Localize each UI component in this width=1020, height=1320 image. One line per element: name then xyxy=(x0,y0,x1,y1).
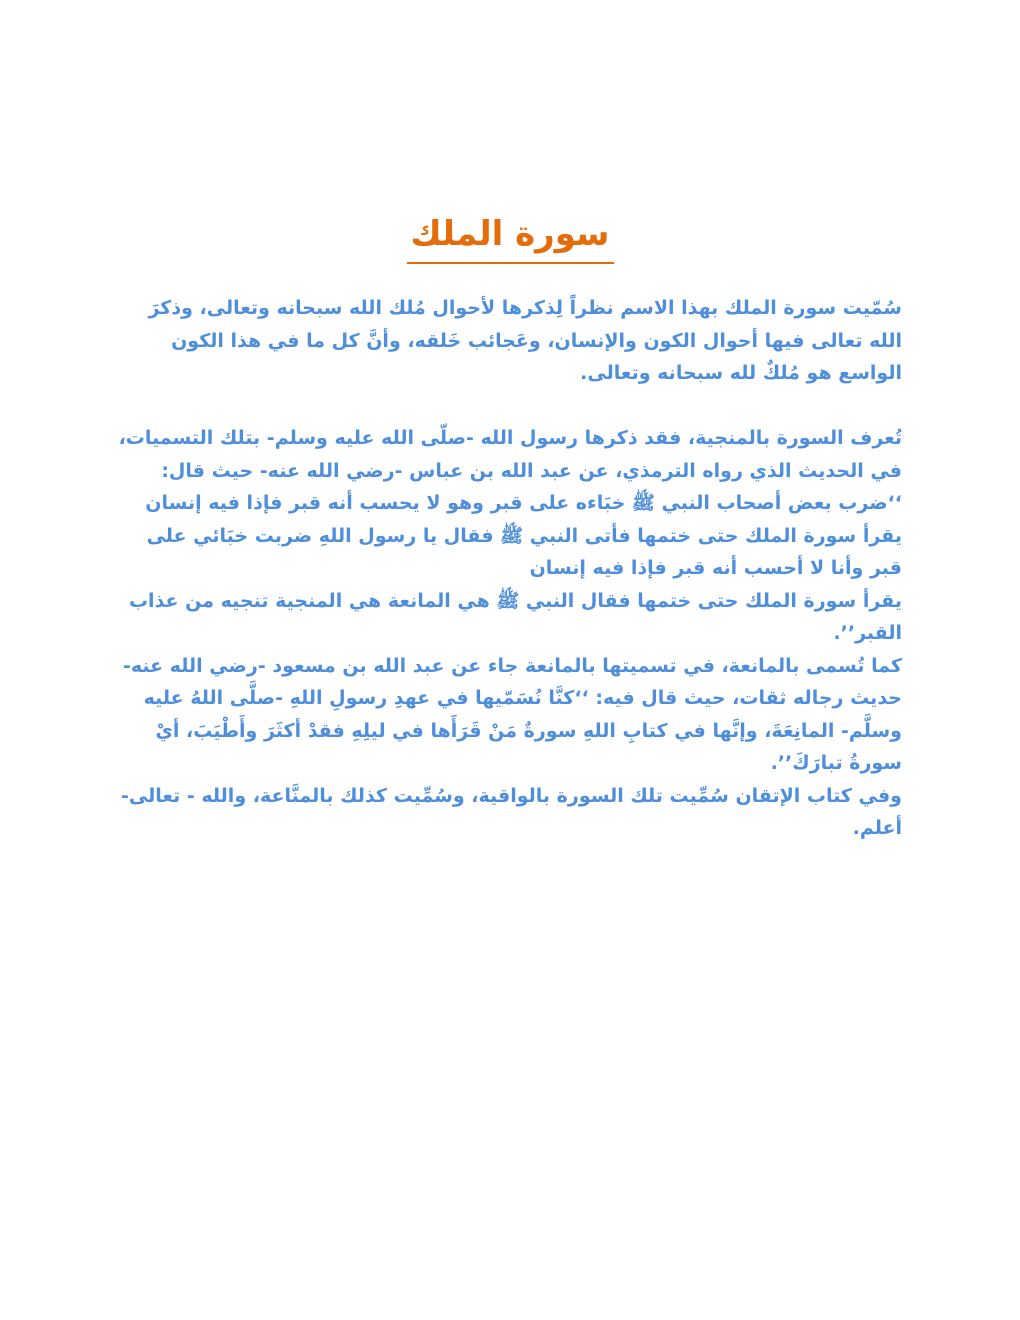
paragraph-hadith-continued: يقرأ سورة الملك حتى ختمها فقال النبي ﷺ هي المانعة هي المنجية تنجيه من عذاب القبر’’. xyxy=(128,589,902,644)
title-container xyxy=(0,212,1020,264)
paragraph-maniah: كما تُسمى بالمانعة، في تسميتها بالمانعة جاء عن عبد الله بن مسعود -رضي الله عنه- حديث رجاله ثقات، حيث قال فيه: ‘‘كنَّا نُسَمّيها في عهدِ رسولِ اللهِ -صلَّى اللهُ عليه وسلَّم- المانِعَةَ، وإنَّها في كتابِ اللهِ سورةٌ مَنْ قَرَأَها في ليلِهِ فقدْ أكثَرَ وأَطْيَبَ، أيْ سورةُ تبارَكَ’’. xyxy=(123,654,902,774)
document-body xyxy=(118,292,902,845)
paragraph-naming: سُمّيت سورة الملك بهذا الاسم نظراً لِذكرها لأحوال مُلك الله سبحانه وتعالى، وذكرَ الله تعالى فيها أحوال الكون والإنسان، وعَجائب خَلقه، وأنَّ كل ما في هذا الكون الواسع هو مُلكٌ لله سبحانه وتعالى. xyxy=(148,297,902,384)
paragraph-munjiya-hadith: تُعرف السورة بالمنجية، فقد ذكرها رسول الله -صلّى الله عليه وسلم- بتلك التسميات، في الحديث الذي رواه الترمذي، عن عبد الله بن عباس -رضي الله عنه- حيث قال: ‘‘ضرب بعض أصحاب النبي ﷺ خبَاءه على قبر وهو لا يحسب أنه قبر فإذا فيه إنسان يقرأ سورة الملك حتى ختمها فأتى النبي ﷺ فقال يا رسول اللهِ ضربت خبَائي على قبر وأنا لا أحسب أنه قبر فإذا فيه إنسان xyxy=(118,427,902,579)
paragraph-spacer xyxy=(118,390,902,423)
paragraph-itqan: وفي كتاب الإتقان سُمِّيت تلك السورة بالواقية، وسُمِّيت كذلك بالمنَّاعة، والله - تعالى- أعلم. xyxy=(121,784,902,839)
page-title: سورة الملك xyxy=(407,212,614,264)
